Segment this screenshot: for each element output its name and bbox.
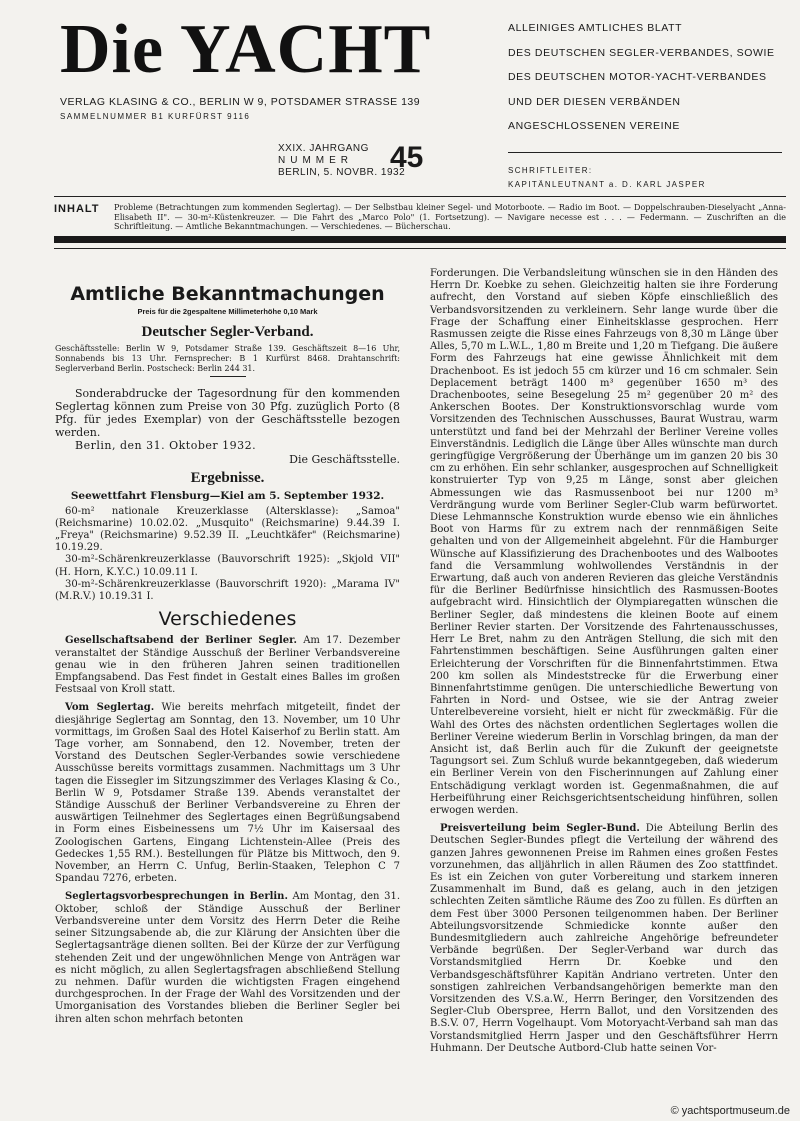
left-column (55, 282, 400, 1026)
article-title: Preisverteilung beim Segler-Bund. (440, 823, 640, 835)
divider (54, 196, 786, 197)
article-text: Die Abteilung Berlin des Deutschen Segler-Bundes pflegt die Verteilung der während des ganzen Jahres gewonnenen Preise im Rahmen eines großen Festes vorzunehmen, das alljährlich in allen Räumen des Zoo stattfindet. Es ist ein Zeichen von guter Vorbereitung und starkem inneren Zusammenhalt im Bund, daß es gelang, auch in den jetzigen schlechten Zeiten sämtliche Räume des Zoo zu füllen. Es dürften an dem Fest über 3000 Personen teilgenommen haben. Der Berliner Abteilungsvorsitzende Schmiedicke konnte außer den Bundesmitgliedern auch zahlreiche Angehörige befreundeter Verbände begrüßen. Der Segler-Verband war durch das Vorstandsmitglied Herrn Dr. Koebke und den Verbandsgeschäftsführer Kapitän Andriano vertreten. Unter den sonstigen zahlreichen Verbandsangehörigen bemerkte man den Vorsitzenden des V.S.a.W., Herrn Beringer, den Vorsitzenden des Segler-Club Oberspree, Herrn Ballot, und den Vorsitzenden des B.S.V. 07, Herrn Vogelhaupt. Vom Motoryacht-Verband sah man das Vorstandsmitglied Herrn Jasper und den Geschäftsführer Herrn Huhmann. Der Deutsche Autbord-Club hatte seinen Vor- (430, 823, 778, 1054)
divider (508, 152, 782, 153)
misc-heading: Verschiedenes (158, 608, 297, 631)
editor-name: KAPITÄNLEUTNANT a. D. KARL JASPER (508, 180, 706, 189)
divider (54, 248, 786, 249)
article-text: Wie bereits mehrfach mitgeteilt, findet der diesjährige Seglertag am Sonntag, den 13. November, um 10 Uhr vormittags, im Großen Saal des Hotel Kaiserhof zu Berlin statt. Am Tage vorher, am Sonnabend, den 12. November, treten der Vorstand des Deutschen Segler-Verbandes sowie verschiedene Ausschüsse bereits vormittags zusammen. Nachmittags um 3 Uhr tagen die Eissegler im Sitzungszimmer des Verlages Klasing & Co., Berlin W 9, Potsdamer Straße 139. Abends veranstaltet der Ständige Ausschuß der Berliner Verbandsvereine zu Ehren der auswärtigen Teilnehmer des Seglertages einen Begrüßungsabend in Form eines Eisbeinessens um 7½ Uhr im Kaisersaal des Zoologischen Gartens, Eingang Lichtenstein-Allee (Preis des Gedeckes 1,55 RM.). Bestellungen für Plätze bis Mittwoch, den 9. November, an Herrn C. Unfug, Berlin-Staaken, Telephon C 7 Spandau 7276, erbeten. (55, 702, 400, 885)
price-note: Preis für die 2gespaltene Millimeterhöhe 0,10 Mark (137, 307, 318, 316)
article-paragraph (55, 635, 400, 696)
issue-number: 45 (390, 141, 424, 174)
toc-label: INHALT (54, 203, 100, 215)
results-entry: 30-m²-Schärenkreuzerklasse (Bauvorschrift 1920): „Marama IV" (M.R.V.) 10.19.31 I. (55, 578, 400, 603)
dsv-heading: Deutscher Segler-Verband. (141, 324, 314, 341)
number-label: NUMMER (278, 155, 353, 166)
right-column (430, 268, 778, 1055)
official-line: ANGESCHLOSSENEN VEREINE (508, 120, 680, 132)
issue-info (278, 143, 405, 179)
editor-block (508, 164, 788, 192)
phone-line: SAMMELNUMMER B1 KURFÜRST 9116 (60, 112, 251, 121)
dsv-info: Geschäftsstelle: Berlin W 9, Potsdamer Straße 139. Geschäftszeit 8—16 Uhr, Sonnabends bis 13 Uhr. Fernsprecher: B 1 Kurfürst 8468. Drahtanschrift: Seglerverband Berlin. Postscheck: Berlin 244 31. (55, 344, 400, 373)
toc-text: Probleme (Betrachtungen zum kommenden Seglertag). — Der Selbstbau kleiner Segel- und Motorboote. — Radio im Boot. — Doppelschrauben-Dieselyacht „Anna-Elisabeth II". — 30-m²-Küstenkreuzer. — Die Fahrt des „Marco Polo" (1. Fortsetzung). — Navigare necesse est . . . — Federmann. — Zuschriften an die Schriftleitung. — Amtliche Bekanntmachungen. — Verschiedenes. — Bücherschau. (114, 203, 786, 231)
results-heading: Ergebnisse. (190, 470, 265, 487)
watermark: © yachtsportmuseum.de (670, 1105, 790, 1117)
article-title: Vom Seglertag. (65, 702, 155, 714)
volume: XXIX. JAHRGANG (278, 143, 369, 154)
notice-date: Berlin, den 31. Oktober 1932. (75, 439, 257, 453)
thick-rule (54, 236, 786, 243)
short-rule (210, 376, 246, 377)
masthead-title: Die YACHT (60, 11, 432, 88)
article-paragraph (55, 702, 400, 885)
article-paragraph (55, 891, 400, 1025)
issue-date: BERLIN, 5. NOVBR. 1932 (278, 167, 406, 178)
official-gazette-block (508, 16, 788, 139)
editor-label: SCHRIFTLEITER: (508, 166, 593, 175)
results-entry: 60-m² nationale Kreuzerklasse (Altersklasse): „Samoa" (Reichsmarine) 10.02.02. „Musquito" (Reichsmarine) 9.44.39 I. „Freya" (Reichsmarine) 9.52.39 II. „Leuchtkäfer" (Reichsmarine) 10.19.29. (55, 505, 400, 554)
article-paragraph (430, 823, 778, 1055)
results-title: Seewettfahrt Flensburg—Kiel am 5. September 1932. (70, 490, 385, 503)
notice-signature: Die Geschäftsstelle. (289, 453, 400, 467)
official-line: DES DEUTSCHEN MOTOR-YACHT-VERBANDES (508, 71, 767, 83)
results-entry: 30-m²-Schärenkreuzerklasse (Bauvorschrift 1925): „Skjold VII" (H. Horn, K.Y.C.) 10.09.11 I. (55, 554, 400, 578)
official-line: UND DER DIESEN VERBÄNDEN (508, 95, 681, 108)
official-notices-heading: Amtliche Bekanntmachungen (70, 283, 385, 305)
official-line: DES DEUTSCHEN SEGLER-VERBANDES, SOWIE (508, 46, 775, 59)
special-print-notice: Sonderabdrucke der Tagesordnung für den kommenden Seglertag können zum Preise von 30 Pfg. zuzüglich Porto (8 Pfg. für jedes Exemplar) von der Geschäftsstelle bezogen werden. (55, 387, 400, 440)
article-text: Am Montag, den 31. Oktober, schloß der Ständige Ausschuß der Berliner Verbandsvereine unter dem Vorsitz des Herrn Deter die Reihe seiner Sitzungsabende ab, die zur Klärung der Ansichten über die Seglertagsanträge dienen sollten. Bei der Kürze der zur Verfügung stehenden Zeit und der ungewöhnlichen Menge von Anträgen war es nicht möglich, zu allen Seglertagsfragen abschließend Stellung zu nehmen. Dafür wurden die wichtigsten Fragen eingehend durchgesprochen. In der Frage der Wahl des Vorsitzenden und der Umorganisation des Vorstandes blieben die Berliner Segler bei ihren alten schon mehrfach betonten (55, 891, 400, 1025)
article-text: Am 17. Dezember veranstaltet der Ständige Ausschuß der Berliner Verbandsvereine genau wie in den früheren Jahren seinen traditionellen Empfangsabend. Das Fest findet in Gestalt eines Balles im großen Festsaal von Kroll statt. (55, 635, 400, 696)
article-text: Forderungen. Die Verbandsleitung wünschen sie in den Händen des Herrn Dr. Koebke zu sehen. Gleichzeitig halten sie ihre Forderung aufrecht, den Vorstand auf sieben Köpfe einschließlich des Verbandsvorsitzenden zu verkleinern. Sehr lange wurde über die Frage der Schaffung einer Einheitsklasse gesprochen. Herr Rasmussen zeigte die Risse eines Fahrzeugs von 8,30 m Länge über Alles, 5,70 m L.W.L., 1,80 m Breite und 1,20 m Tiefgang. Die äußere Form des Fahrzeugs hat eine gewisse Ähnlichkeit mit dem Drachenboot. Es ist jedoch 55 cm kürzer und 16 cm schmaler. Sein Deplacement beträgt 1400 m³ gegenüber 1650 m³ des Drachenbootes, seine Besegelung 25 m² gegenüber 20 m² des Ankerschen Bootes. Der Konstruktionsvorschlag wurde vom Vorsitzenden des Technischen Ausschusses, Baurat Wustrau, warm unterstützt und fand bei der Mehrzahl der Berliner Vereine volles Einverständnis. Lediglich die Länge über Alles wünschte man durch geringfügige Vergrößerung der Überhänge um im ganzen 20 bis 30 cm zu erhöhen. Ein sehr schlanker, ausgesprochen auf Schnelligkeit konstruierter Typ von 9,25 m Länge, sonst aber gleichen Abmessungen wie das Rasmussenboot bei nur 1200 m³ Verdrängung wurde vom Berliner Segler-Club warm befürwortet. Diese Lehmannsche Konstruktion wurde ebenso wie ein ähnliches Boot von Harms für zu extrem nach der rennmäßigen Seite gehalten und von der Allgemeinheit abgelehnt. Für die Hamburger Wünsche auf Klassifizierung des Drachenbootes und des Walbootes fand die Versammlung wohlwollendes Verständnis in der Erwartung, daß auch von anderen Revieren das gleiche Verständnis für die Berliner Bedürfnisse hinsichtlich des Rasmussen-Bootes aufgebracht wird. Hinsichtlich der Olympiaregatten wünschen die Berliner Segler, daß mindestens die kleinen Boote auf einem Berliner Revier starten. Der Vorsitzende des Fahrtenausschusses, Herr Le Bret, nahm zu den Anträgen Stellung, die sich mit den Fahrtenstimmen beschäftigen. Seine Ausführungen galten einer Erleichterung der Vorschriften für die Binnenfahrtstimmen. Etwa 200 km sollen als Mindeststrecke für die Erwerbung einer Binnenfahrtstimme genügen. Die unterschiedliche Bewertung von Fahrten in Nord- und Ostsee, wie sie der Antrag zweier Unterelbevereine vorsieht, hielt er nicht für zweckmäßig. Für die Wahl des Ortes des nächsten ordentlichen Seglertages wollen die Berliner Vereine wiederum Berlin in Vorschlag bringen, da man der Ansicht ist, daß Berlin auch für die Zukunft der geeignetste Tagungsort sei. Zum Schluß wurde bekanntgegeben, daß wiederum ein Berliner Verein von den Fischerinnungen auf Zahlung einer Entschädigung verklagt worden ist. Gegenmaßnahmen, die auf Herbeiführung einer Reichsgerichtsentscheidung hinführen, sollen erwogen werden. (430, 268, 778, 816)
official-line: ALLEINIGES AMTLICHES BLATT (508, 22, 683, 34)
publisher-line: VERLAG KLASING & CO., BERLIN W 9, POTSDAMER STRASSE 139 (60, 96, 421, 108)
article-title: Gesellschaftsabend der Berliner Segler. (65, 635, 297, 647)
article-title: Seglertagsvorbesprechungen in Berlin. (65, 891, 288, 903)
